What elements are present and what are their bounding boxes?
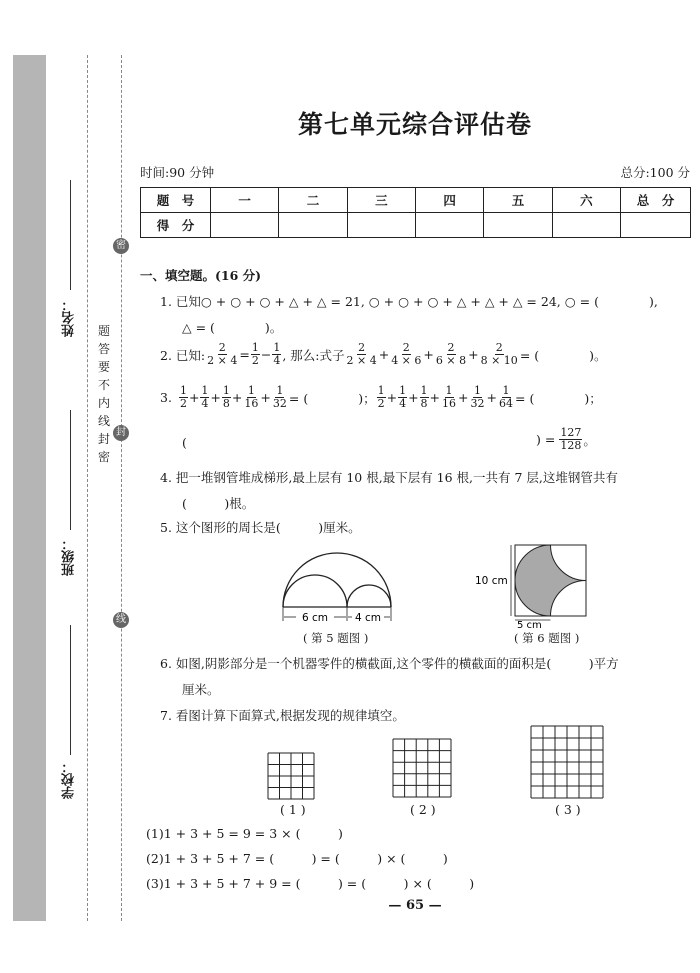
question-7-part-1: (1)1 + 3 + 5 = 9 = 3 × ( ) — [146, 826, 343, 841]
fraction — [420, 385, 429, 410]
class-underline — [70, 410, 71, 530]
fraction — [435, 342, 467, 367]
seal-mark-feng: 封 — [113, 425, 129, 441]
fraction — [179, 385, 188, 410]
time-label: 时间:90 分钟 — [140, 165, 215, 180]
plus-sign: + — [458, 390, 469, 405]
figure-5-caption: ( 第 5 题图 ) — [303, 631, 369, 645]
plus-sign: + — [429, 390, 441, 405]
q3-number: 3. — [160, 390, 172, 405]
minus-sign: − — [260, 347, 272, 362]
dashed-line-left — [87, 55, 88, 921]
question-5: 5. 这个图形的周长是( )厘米。 — [160, 520, 361, 535]
total-score-label: 总分:100 分 — [620, 165, 690, 180]
binding-strip — [13, 55, 46, 921]
fraction — [398, 385, 407, 410]
question-3-line-1 — [160, 385, 602, 410]
score-cell[interactable] — [621, 213, 691, 238]
denominator: 64 — [499, 397, 513, 410]
score-cell[interactable] — [279, 213, 347, 238]
numerator: 1 — [247, 384, 255, 397]
score-header-cell: 六 — [552, 188, 620, 213]
score-cell[interactable] — [347, 213, 415, 238]
grid-label-3: ( 3 ) — [555, 802, 581, 817]
figure-6-shaded-part — [475, 540, 595, 630]
score-cell[interactable] — [415, 213, 483, 238]
fraction — [390, 342, 422, 367]
denominator: 4 × 6 — [391, 354, 422, 367]
fraction — [243, 385, 259, 410]
denominator: 4 — [399, 397, 407, 410]
fraction — [377, 385, 386, 410]
grid-4x4 — [267, 752, 315, 800]
shaded-region — [515, 545, 586, 616]
width-label: 5 cm — [517, 620, 542, 630]
question-4-line-1: 4. 把一堆钢管堆成梯形,最上层有 10 根,最下层有 16 根,一共有 7 层,这堆钢管共有 — [160, 470, 618, 485]
numerator: 2 — [218, 341, 226, 354]
seal-warning — [97, 322, 111, 466]
plus-sign: + — [468, 347, 479, 362]
numerator: 2 — [495, 341, 503, 354]
denominator: 8 × 10 — [480, 354, 518, 367]
score-cell[interactable] — [211, 213, 279, 238]
question-7-part-3: (3)1 + 3 + 5 + 7 + 9 = ( ) = ( ) × ( ) — [146, 876, 475, 891]
fraction — [498, 385, 514, 410]
plus-sign: + — [260, 390, 271, 405]
plus-sign: + — [408, 390, 419, 405]
grid-lines — [393, 739, 451, 797]
numerator: 1 — [251, 341, 259, 354]
numerator: 1 — [420, 384, 428, 397]
fraction — [251, 342, 260, 367]
numerator: 1 — [276, 384, 284, 397]
warning-char: 题 — [97, 324, 110, 338]
fraction — [272, 385, 288, 410]
warning-char: 要 — [97, 360, 110, 374]
warning-char: 答 — [97, 342, 110, 356]
figure-5-semicircles — [278, 545, 398, 630]
numerator: 2 — [358, 341, 366, 354]
denominator: 2 × 4 — [207, 354, 238, 367]
denominator: 8 — [222, 397, 230, 410]
warning-char: 不 — [97, 378, 110, 392]
q2-answer-blank: = ( )。 — [519, 347, 607, 363]
warning-char: 封 — [97, 432, 110, 446]
question-1-line-2: △ = ( )。 — [182, 320, 283, 335]
school-underline — [70, 625, 71, 755]
warning-char: 线 — [97, 414, 110, 428]
score-table-score-row — [141, 213, 691, 238]
numerator: 2 — [402, 341, 410, 354]
plus-sign: + — [378, 347, 390, 362]
fraction — [559, 427, 582, 452]
plus-sign: + — [210, 390, 221, 405]
fraction — [206, 342, 238, 367]
seal-mark-xian: 线 — [113, 612, 129, 628]
numerator: 1 — [474, 384, 482, 397]
q2-prefix: 2. 已知: — [160, 347, 206, 363]
score-header-cell: 总 分 — [621, 188, 691, 213]
seal-mark-mi: 密 — [113, 238, 129, 254]
dimension-label-4cm: 4 cm — [354, 612, 382, 624]
denominator: 16 — [442, 397, 457, 410]
grid-label-2: ( 2 ) — [410, 802, 436, 817]
fraction — [441, 385, 457, 410]
question-3-line-2 — [536, 427, 596, 452]
fraction — [345, 342, 377, 367]
fraction — [470, 385, 486, 410]
grid-5x5 — [392, 738, 452, 798]
score-cell[interactable] — [552, 213, 620, 238]
grid-lines — [268, 753, 314, 799]
numerator: 2 — [447, 341, 455, 354]
plus-sign: + — [423, 347, 434, 362]
score-header-cell: 题 号 — [141, 188, 211, 213]
plus-sign: + — [231, 390, 243, 405]
fraction — [480, 342, 519, 367]
score-header-cell: 二 — [279, 188, 347, 213]
question-6-line-1: 6. 如图,阴影部分是一个机器零件的横截面,这个零件的横截面的面积是( )平方 — [160, 656, 619, 671]
q3-close-paren: ) = — [536, 432, 556, 447]
denominator: 6 × 8 — [435, 354, 467, 367]
numerator: 1 — [273, 341, 281, 354]
equals-sign: = — [239, 347, 250, 362]
question-2 — [160, 342, 607, 367]
question-6-line-2: 厘米。 — [182, 682, 220, 697]
dashed-line-right — [121, 55, 122, 921]
score-row-label: 得 分 — [141, 213, 211, 238]
denominator: 4 — [273, 354, 281, 367]
numerator: 1 — [399, 384, 407, 397]
period: 。 — [583, 432, 596, 448]
score-table-header-row — [141, 188, 691, 213]
fraction — [200, 385, 209, 410]
question-7-part-2: (2)1 + 3 + 5 + 7 = ( ) = ( ) × ( ) — [146, 851, 448, 866]
plus-sign: + — [386, 390, 398, 405]
denominator: 4 — [201, 397, 209, 410]
numerator: 127 — [560, 426, 582, 439]
denominator: 32 — [470, 397, 485, 410]
plus-sign: + — [188, 390, 200, 405]
school-label: 学校： — [62, 760, 77, 799]
numerator: 1 — [201, 384, 209, 397]
denominator: 32 — [272, 397, 287, 410]
q3-open-paren: ( — [182, 435, 187, 450]
question-4-line-2: ( )根。 — [182, 496, 255, 511]
q2-connector: , 那么:式子 — [282, 347, 345, 363]
height-label: 10 cm — [475, 575, 508, 587]
score-header-cell: 三 — [347, 188, 415, 213]
warning-char: 内 — [97, 396, 110, 410]
denominator: 16 — [244, 397, 259, 410]
denominator: 128 — [560, 439, 582, 452]
denominator: 2 — [179, 397, 187, 410]
fraction — [222, 385, 231, 410]
dimension-label-6cm: 6 cm — [301, 612, 329, 624]
name-label: 姓名： — [62, 298, 77, 337]
large-semicircle — [283, 553, 391, 607]
medium-semicircle — [283, 575, 347, 607]
q3-answer-blank: = ( )； — [288, 390, 376, 406]
grid-6x6 — [530, 725, 604, 799]
score-header-cell: 一 — [211, 188, 279, 213]
grid-label-1: ( 1 ) — [280, 802, 306, 817]
question-7: 7. 看图计算下面算式,根据发现的规律填空。 — [160, 708, 405, 723]
page-title: 第七单元综合评估卷 — [297, 110, 532, 139]
plus-sign: + — [486, 390, 497, 405]
denominator: 2 — [251, 354, 259, 367]
denominator: 2 × 4 — [346, 354, 377, 367]
denominator: 8 — [420, 397, 428, 410]
numerator: 1 — [502, 384, 510, 397]
section-heading: 一、填空题。(16 分) — [140, 268, 262, 283]
score-header-cell: 五 — [484, 188, 552, 213]
grid-lines — [531, 726, 603, 798]
score-header-cell: 四 — [415, 188, 483, 213]
name-underline — [70, 180, 71, 290]
question-1-line-1: 1. 已知○ + ○ + ○ + △ + △ = 21, ○ + ○ + ○ + △ + △ + △ = 24, ○ = ( ), — [160, 294, 658, 309]
class-label: 班级： — [62, 537, 77, 576]
numerator: 1 — [377, 384, 385, 397]
fraction — [272, 342, 281, 367]
page-number: — 65 — — [388, 898, 442, 913]
warning-char: 密 — [97, 450, 110, 464]
denominator: 2 — [377, 397, 385, 410]
small-semicircle — [347, 585, 391, 607]
score-table — [140, 187, 691, 238]
figure-6-caption: ( 第 6 题图 ) — [514, 631, 580, 645]
score-cell[interactable] — [484, 213, 552, 238]
numerator: 1 — [179, 384, 187, 397]
q3-answer-blank: = ( )； — [515, 390, 602, 406]
numerator: 1 — [445, 384, 453, 397]
numerator: 1 — [222, 384, 230, 397]
